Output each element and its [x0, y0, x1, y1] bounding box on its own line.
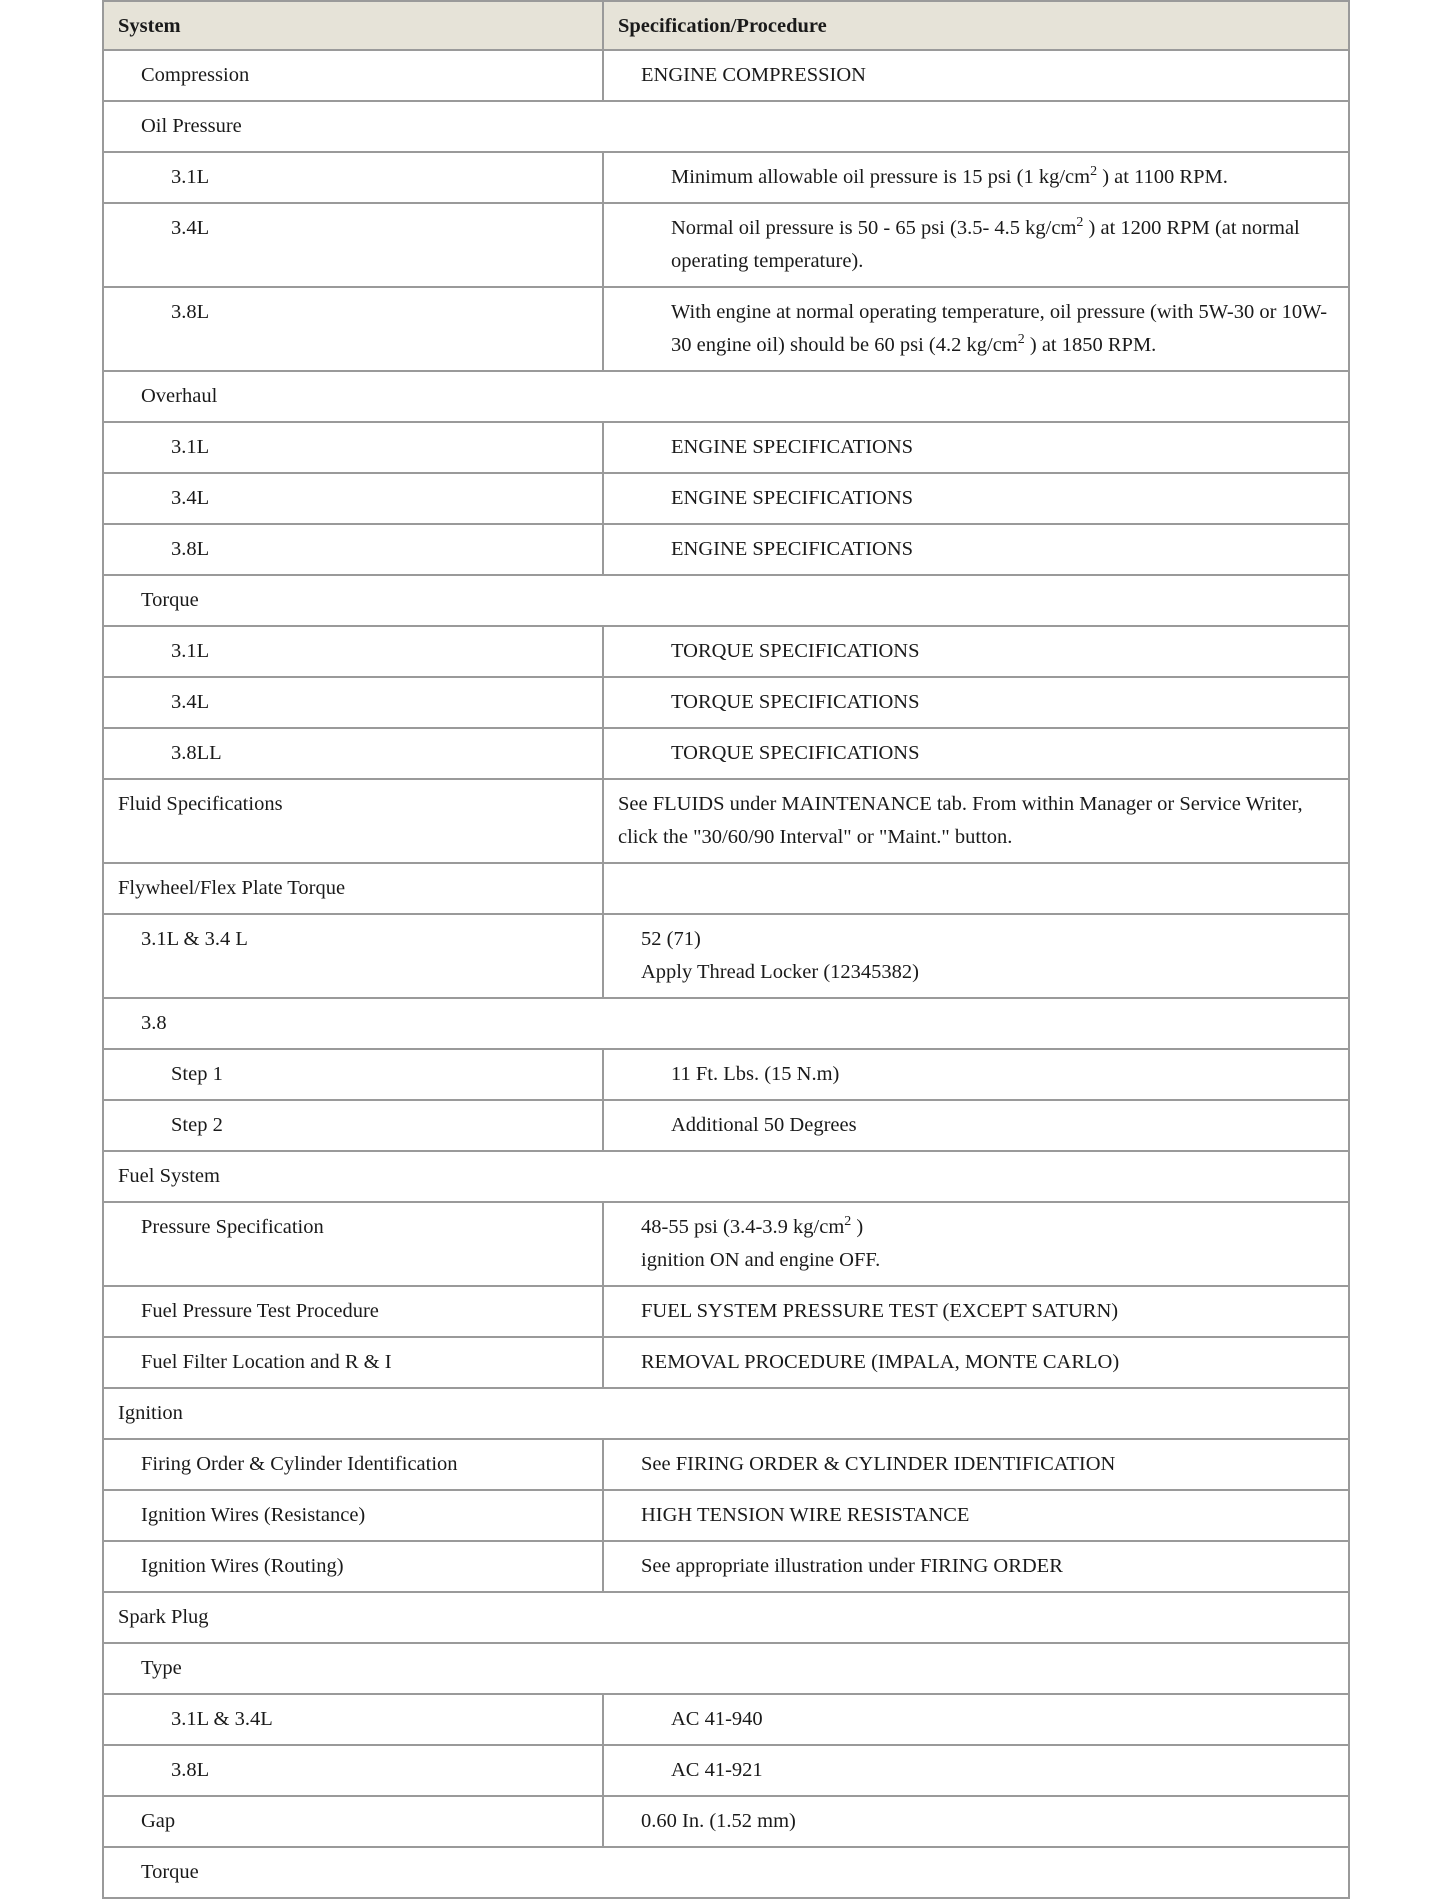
table-row: [103, 914, 1349, 998]
system-cell: [103, 1286, 603, 1337]
header-row: [103, 1, 1349, 50]
section-label: [103, 1388, 1349, 1439]
system-text: 3.8L: [171, 538, 210, 560]
system-text: 3.4L: [171, 217, 210, 239]
system-text: Overhaul: [141, 385, 218, 407]
spec-text-before: Normal oil pressure is 50 - 65 psi (3.5- 4.5 kg/cm: [671, 217, 1077, 239]
spec-text: [671, 204, 1334, 286]
system-text: Ignition Wires (Resistance): [141, 1504, 366, 1526]
spec-text: FUEL SYSTEM PRESSURE TEST (EXCEPT SATURN): [641, 1300, 1119, 1322]
spec-text-after: ) at 1100 RPM.: [1097, 166, 1228, 188]
system-text: 3.1L & 3.4L: [171, 1708, 273, 1730]
table-row: [103, 677, 1349, 728]
spec-text: ENGINE SPECIFICATIONS: [671, 538, 914, 560]
table-row: [103, 1694, 1349, 1745]
spec-text: [671, 288, 1334, 370]
system-cell: [103, 1049, 603, 1100]
system-cell: [103, 50, 603, 101]
spec-cell: [603, 1202, 1349, 1286]
spec-text: ENGINE COMPRESSION: [641, 64, 866, 86]
superscript: 2: [1017, 332, 1025, 347]
spec-text-after: ) at 1200 RPM (at normal operating temperature).: [671, 217, 1300, 272]
spec-cell: [603, 1337, 1349, 1388]
table-row: [103, 50, 1349, 101]
spec-text: AC 41-921: [671, 1759, 763, 1781]
header-spec: Specification/Procedure: [603, 1, 1349, 50]
section-row: [103, 575, 1349, 626]
spec-cell: [603, 1100, 1349, 1151]
system-text: 3.1L: [171, 166, 210, 188]
table-row: [103, 1286, 1349, 1337]
spec-text: ENGINE SPECIFICATIONS: [671, 436, 914, 458]
spec-text-before: 48-55 psi (3.4-3.9 kg/cm: [641, 1216, 845, 1238]
section-label: [103, 371, 1349, 422]
spec-cell: [603, 524, 1349, 575]
superscript: 2: [1090, 164, 1098, 179]
section-label: [103, 575, 1349, 626]
table-row: [103, 626, 1349, 677]
system-text: Step 1: [171, 1063, 223, 1085]
spec-body: [103, 50, 1349, 1898]
table-row: [103, 422, 1349, 473]
spec-cell: [603, 914, 1349, 998]
system-text: Oil Pressure: [141, 115, 242, 137]
system-text: Fuel Pressure Test Procedure: [141, 1300, 379, 1322]
section-row: [103, 1151, 1349, 1202]
table-row: [103, 203, 1349, 287]
system-cell: [103, 1439, 603, 1490]
system-cell: [103, 1100, 603, 1151]
system-cell: [103, 1541, 603, 1592]
system-text: 3.1L & 3.4 L: [141, 928, 248, 950]
spec-text: TORQUE SPECIFICATIONS: [671, 640, 920, 662]
spec-text: 0.60 In. (1.52 mm): [641, 1810, 796, 1832]
spec-text: [618, 864, 1334, 880]
spec-table: [102, 0, 1350, 1899]
spec-cell: [603, 287, 1349, 371]
section-row: [103, 1643, 1349, 1694]
system-cell: [103, 677, 603, 728]
spec-cell: [603, 1286, 1349, 1337]
section-row: [103, 1592, 1349, 1643]
superscript: 2: [1076, 215, 1084, 230]
system-cell: [103, 914, 603, 998]
system-text: Torque: [141, 589, 199, 611]
spec-text: See appropriate illustration under FIRING ORDER: [641, 1555, 1063, 1577]
table-row: [103, 1100, 1349, 1151]
table-row: [103, 287, 1349, 371]
system-text: 3.8L: [171, 301, 210, 323]
table-row: [103, 863, 1349, 914]
table-row: [103, 728, 1349, 779]
spec-text-before: Minimum allowable oil pressure is 15 psi (1 kg/cm: [671, 166, 1091, 188]
header-system: System: [103, 1, 603, 50]
spec-text: [641, 1203, 1334, 1285]
spec-cell: [603, 473, 1349, 524]
system-text: 3.1L: [171, 640, 210, 662]
spec-text-before: With engine at normal operating temperature, oil pressure (with 5W-30 or 10W-30 engine oil) should be 60 psi (4.2 kg/cm: [671, 301, 1328, 356]
spec-text: [671, 153, 1334, 202]
section-label: [103, 1847, 1349, 1898]
spec-cell: [603, 1490, 1349, 1541]
system-cell: [103, 524, 603, 575]
system-text: Pressure Specification: [141, 1216, 324, 1238]
system-cell: [103, 626, 603, 677]
spec-text: 11 Ft. Lbs. (15 N.m): [671, 1063, 840, 1085]
spec-cell: [603, 422, 1349, 473]
spec-text: See FIRING ORDER & CYLINDER IDENTIFICATION: [641, 1453, 1116, 1475]
section-row: [103, 998, 1349, 1049]
system-cell: [103, 863, 603, 914]
table-row: [103, 1337, 1349, 1388]
spec-cell: [603, 50, 1349, 101]
system-text: Fluid Specifications: [118, 793, 283, 815]
spec-cell: [603, 1796, 1349, 1847]
spec-line: ignition ON and engine OFF.: [641, 1249, 881, 1271]
spec-cell: [603, 1694, 1349, 1745]
spec-cell: [603, 152, 1349, 203]
table-row: [103, 1541, 1349, 1592]
system-text: Flywheel/Flex Plate Torque: [118, 877, 346, 899]
spec-cell: [603, 1745, 1349, 1796]
superscript: 2: [844, 1214, 852, 1229]
spec-cell: [603, 863, 1349, 914]
section-row: [103, 371, 1349, 422]
spec-text: [641, 915, 1334, 997]
system-cell: [103, 728, 603, 779]
system-cell: [103, 1745, 603, 1796]
table-row: [103, 1202, 1349, 1286]
system-text: Torque: [141, 1861, 199, 1883]
section-label: [103, 1592, 1349, 1643]
section-label: [103, 101, 1349, 152]
section-label: [103, 1151, 1349, 1202]
section-row: [103, 1847, 1349, 1898]
spec-line: Apply Thread Locker (12345382): [641, 961, 920, 983]
spec-cell: [603, 779, 1349, 863]
table-row: [103, 1745, 1349, 1796]
system-cell: [103, 1796, 603, 1847]
system-text: Ignition: [118, 1402, 183, 1424]
system-cell: [103, 1490, 603, 1541]
system-text: Fuel System: [118, 1165, 220, 1187]
system-text: 3.8L: [171, 1759, 210, 1781]
system-cell: [103, 1694, 603, 1745]
spec-text-after: ): [851, 1216, 864, 1238]
system-text: Type: [141, 1657, 182, 1679]
spec-cell: [603, 1439, 1349, 1490]
spec-line: 52 (71): [641, 928, 701, 950]
spec-cell: [603, 626, 1349, 677]
table-row: [103, 779, 1349, 863]
system-cell: [103, 1337, 603, 1388]
system-text: Fuel Filter Location and R & I: [141, 1351, 392, 1373]
table-row: [103, 524, 1349, 575]
system-text: 3.1L: [171, 436, 210, 458]
table-row: [103, 152, 1349, 203]
table-row: [103, 1490, 1349, 1541]
table-row: [103, 1049, 1349, 1100]
spec-text: HIGH TENSION WIRE RESISTANCE: [641, 1504, 970, 1526]
spec-cell: [603, 728, 1349, 779]
system-text: Ignition Wires (Routing): [141, 1555, 344, 1577]
system-text: Compression: [141, 64, 250, 86]
spec-cell: [603, 1049, 1349, 1100]
system-text: Spark Plug: [118, 1606, 209, 1628]
spec-text: REMOVAL PROCEDURE (IMPALA, MONTE CARLO): [641, 1351, 1120, 1373]
spec-text-after: ) at 1850 RPM.: [1024, 334, 1157, 356]
spec-cell: [603, 203, 1349, 287]
system-cell: [103, 473, 603, 524]
section-row: [103, 101, 1349, 152]
system-cell: [103, 152, 603, 203]
spec-text: Additional 50 Degrees: [671, 1114, 857, 1136]
system-text: 3.8LL: [171, 742, 222, 764]
spec-text: AC 41-940: [671, 1708, 763, 1730]
spec-text: TORQUE SPECIFICATIONS: [671, 691, 920, 713]
table-row: [103, 473, 1349, 524]
system-text: 3.8: [141, 1012, 167, 1034]
spec-cell: [603, 677, 1349, 728]
section-label: [103, 998, 1349, 1049]
system-cell: [103, 287, 603, 371]
table-row: [103, 1796, 1349, 1847]
section-label: [103, 1643, 1349, 1694]
system-cell: [103, 422, 603, 473]
system-text: Step 2: [171, 1114, 223, 1136]
system-cell: [103, 779, 603, 863]
table-row: [103, 1439, 1349, 1490]
system-text: Firing Order & Cylinder Identification: [141, 1453, 458, 1475]
system-text: 3.4L: [171, 487, 210, 509]
system-cell: [103, 203, 603, 287]
spec-text: TORQUE SPECIFICATIONS: [671, 742, 920, 764]
system-text: Gap: [141, 1810, 176, 1832]
spec-text: ENGINE SPECIFICATIONS: [671, 487, 914, 509]
system-cell: [103, 1202, 603, 1286]
section-row: [103, 1388, 1349, 1439]
spec-cell: [603, 1541, 1349, 1592]
spec-text: See FLUIDS under MAINTENANCE tab. From within Manager or Service Writer, click the "30/60/90 Interval" or "Maint." button.: [618, 793, 1303, 848]
system-text: 3.4L: [171, 691, 210, 713]
